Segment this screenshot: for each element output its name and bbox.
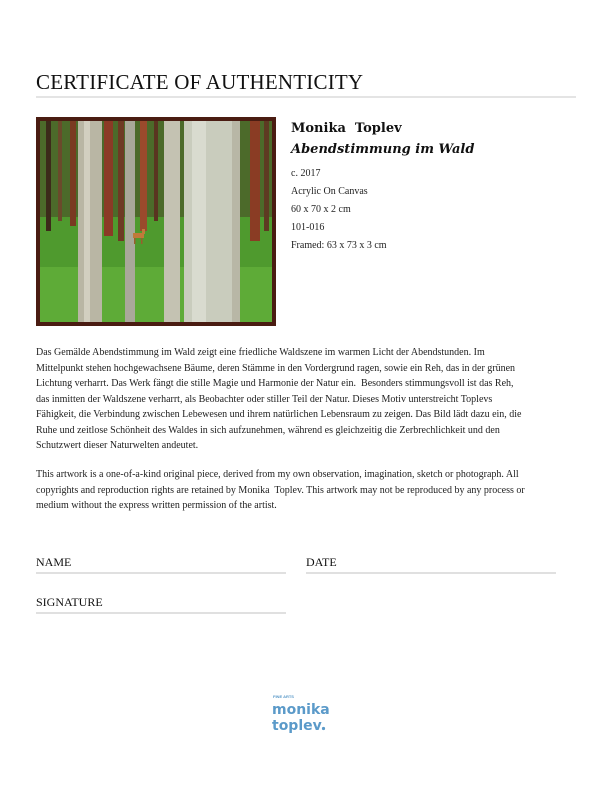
artwork-code: 101-016 [291, 222, 325, 233]
certificate-title: CERTIFICATE OF AUTHENTICITY [36, 70, 364, 94]
signature-field-line[interactable] [36, 612, 286, 614]
date-field-line[interactable] [306, 572, 556, 574]
artwork-image [36, 117, 276, 326]
artwork-description: Das Gemälde Abendstimmung im Wald zeigt eine friedliche Waldszene im warmen Licht der Abendstunden. Im Mittelpunkt stehen hochgewachsene Bäume, deren Stämme in den Vordergrund ragen, sowie ein Reh, das in der grünen Lichtung verharrt. Das Werk fängt die stille Magie und Harmonie der Natur ein. Besonders stimmungsvoll ist das Reh, das inmitten der Waldszene verharrt, als Beobachter oder stiller Teil der Natur. Dieses Motiv unterstreicht Toplevs Fähigkeit, die Verbindung zwischen Lebewesen und ihrem natürlichen Lebensraum zu zeigen. Das Bild lädt dazu ein, die Ruhe und zeitlose Schönheit des Waldes in sich aufzunehmen, während es gleichzeitig die Zerbrechlichkeit und den Schutzwert dieser Naturwelten andeutet. [36, 347, 522, 451]
artwork-info [291, 121, 474, 255]
artwork-title: Abendstimmung im Wald [291, 142, 475, 157]
logo-line2: toplev [272, 718, 322, 734]
artwork-medium: Acrylic On Canvas [291, 186, 368, 197]
title-divider [36, 96, 576, 98]
date-label: DATE [306, 555, 337, 569]
artist-name: Monika Toplev [291, 121, 402, 136]
name-field-line[interactable] [36, 572, 286, 574]
signature-label: SIGNATURE [36, 595, 103, 609]
rights-statement: This artwork is a one-of-a-kind original piece, derived from my own observation, imagination, sketch or photograph. All copyrights and reproduction rights are retained by Monika Toplev. This artwork may not be reproduced by any process or medium without the express written permission of the artist. [36, 469, 525, 511]
artwork-dimensions: 60 x 70 x 2 cm [291, 204, 351, 215]
monika-toplev-logo [272, 692, 332, 736]
logo-line1: monika [272, 702, 330, 718]
logo-tagline: FINE ARTS [273, 694, 294, 699]
artwork-year: c. 2017 [291, 168, 321, 179]
name-label: NAME [36, 555, 72, 569]
artwork-framed-size: Framed: 63 x 73 x 3 cm [291, 240, 387, 251]
